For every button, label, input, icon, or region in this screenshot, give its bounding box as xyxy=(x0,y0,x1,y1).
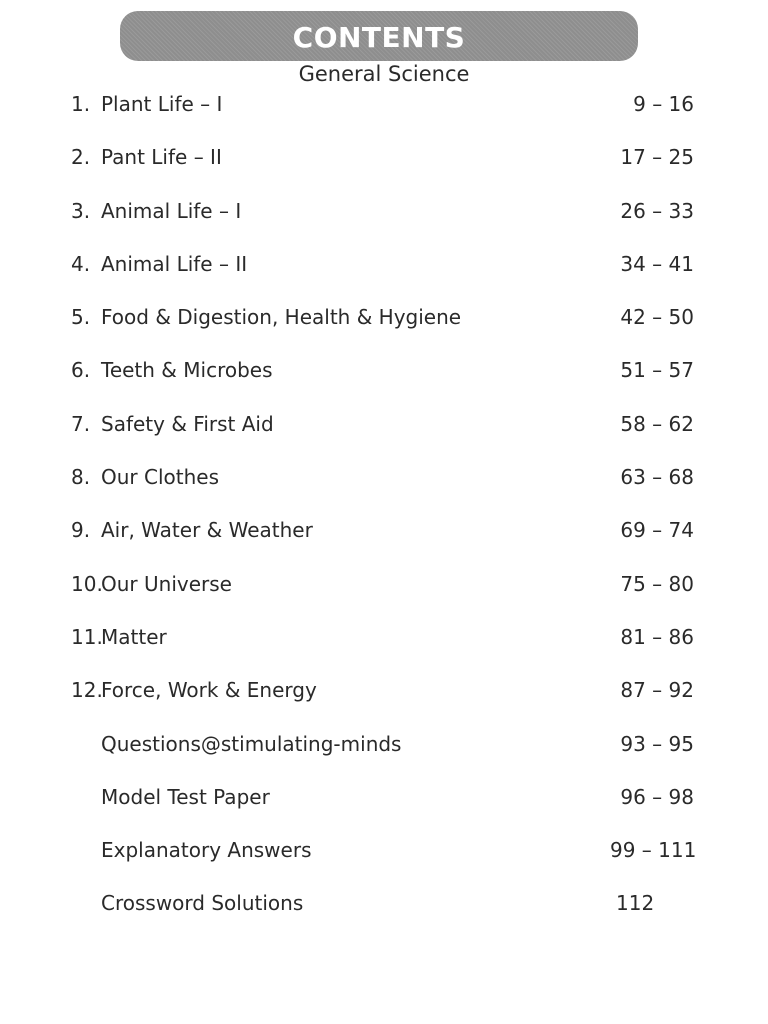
toc-number: 11. xyxy=(71,624,103,649)
toc-title: Pant Life – II xyxy=(101,145,222,170)
table-of-contents xyxy=(0,79,768,932)
toc-pages: 87 – 92 xyxy=(620,678,694,703)
toc-pages: 34 – 41 xyxy=(620,251,694,276)
toc-number: 10. xyxy=(71,571,103,596)
toc-title: Teeth & Microbes xyxy=(101,358,273,383)
toc-pages: 26 – 33 xyxy=(620,198,694,223)
toc-pages: 96 – 98 xyxy=(620,784,694,809)
toc-title: Crossword Solutions xyxy=(101,891,304,916)
toc-number: 12. xyxy=(71,678,103,703)
toc-row xyxy=(0,292,768,345)
toc-title: Model Test Paper xyxy=(101,784,270,809)
toc-pages: 58 – 62 xyxy=(620,411,694,436)
toc-row xyxy=(0,612,768,665)
toc-number: 8. xyxy=(71,465,91,490)
toc-pages: 93 – 95 xyxy=(620,731,694,756)
toc-row xyxy=(0,719,768,772)
toc-row xyxy=(0,452,768,505)
toc-row xyxy=(0,559,768,612)
toc-title: Plant Life – I xyxy=(101,92,223,116)
toc-row xyxy=(0,825,768,878)
toc-title: Matter xyxy=(101,624,167,649)
toc-title: Explanatory Answers xyxy=(101,838,312,863)
toc-pages: 42 – 50 xyxy=(620,305,694,330)
toc-title: Our Clothes xyxy=(101,465,219,490)
toc-number: 3. xyxy=(71,198,91,223)
toc-row xyxy=(0,186,768,239)
toc-row xyxy=(0,132,768,185)
toc-row xyxy=(0,345,768,398)
toc-row xyxy=(0,399,768,452)
toc-row xyxy=(0,772,768,825)
toc-title: Animal Life – II xyxy=(101,251,248,276)
toc-pages: 69 – 74 xyxy=(620,518,694,543)
toc-title: Our Universe xyxy=(101,571,232,596)
toc-row xyxy=(0,79,768,132)
toc-pages: 51 – 57 xyxy=(620,358,694,383)
toc-number: 6. xyxy=(71,358,91,383)
toc-pages: 63 – 68 xyxy=(620,465,694,490)
toc-number: 1. xyxy=(71,92,91,116)
toc-row xyxy=(0,665,768,718)
toc-row xyxy=(0,239,768,292)
toc-pages: 75 – 80 xyxy=(620,571,694,596)
contents-banner xyxy=(120,11,638,61)
toc-number: 5. xyxy=(71,305,91,330)
toc-pages: 112 xyxy=(616,891,655,916)
toc-title: Force, Work & Energy xyxy=(101,678,317,703)
page-title: CONTENTS xyxy=(292,21,466,54)
toc-row xyxy=(0,505,768,558)
toc-title: Animal Life – I xyxy=(101,198,242,223)
toc-pages: 81 – 86 xyxy=(620,624,694,649)
toc-number: 7. xyxy=(71,411,91,436)
toc-row xyxy=(0,878,768,931)
toc-title: Safety & First Aid xyxy=(101,411,274,436)
toc-title: Questions@stimulating-minds xyxy=(101,731,402,756)
toc-title: Food & Digestion, Health & Hygiene xyxy=(101,305,462,330)
section-subtitle: General Science xyxy=(298,62,470,86)
toc-pages: 17 – 25 xyxy=(620,145,694,170)
toc-title: Air, Water & Weather xyxy=(101,518,313,543)
toc-number: 9. xyxy=(71,518,91,543)
toc-number: 4. xyxy=(71,251,91,276)
toc-number: 2. xyxy=(71,145,91,170)
toc-pages: 99 – 111 xyxy=(610,838,697,863)
toc-pages: 9 – 16 xyxy=(633,92,694,116)
